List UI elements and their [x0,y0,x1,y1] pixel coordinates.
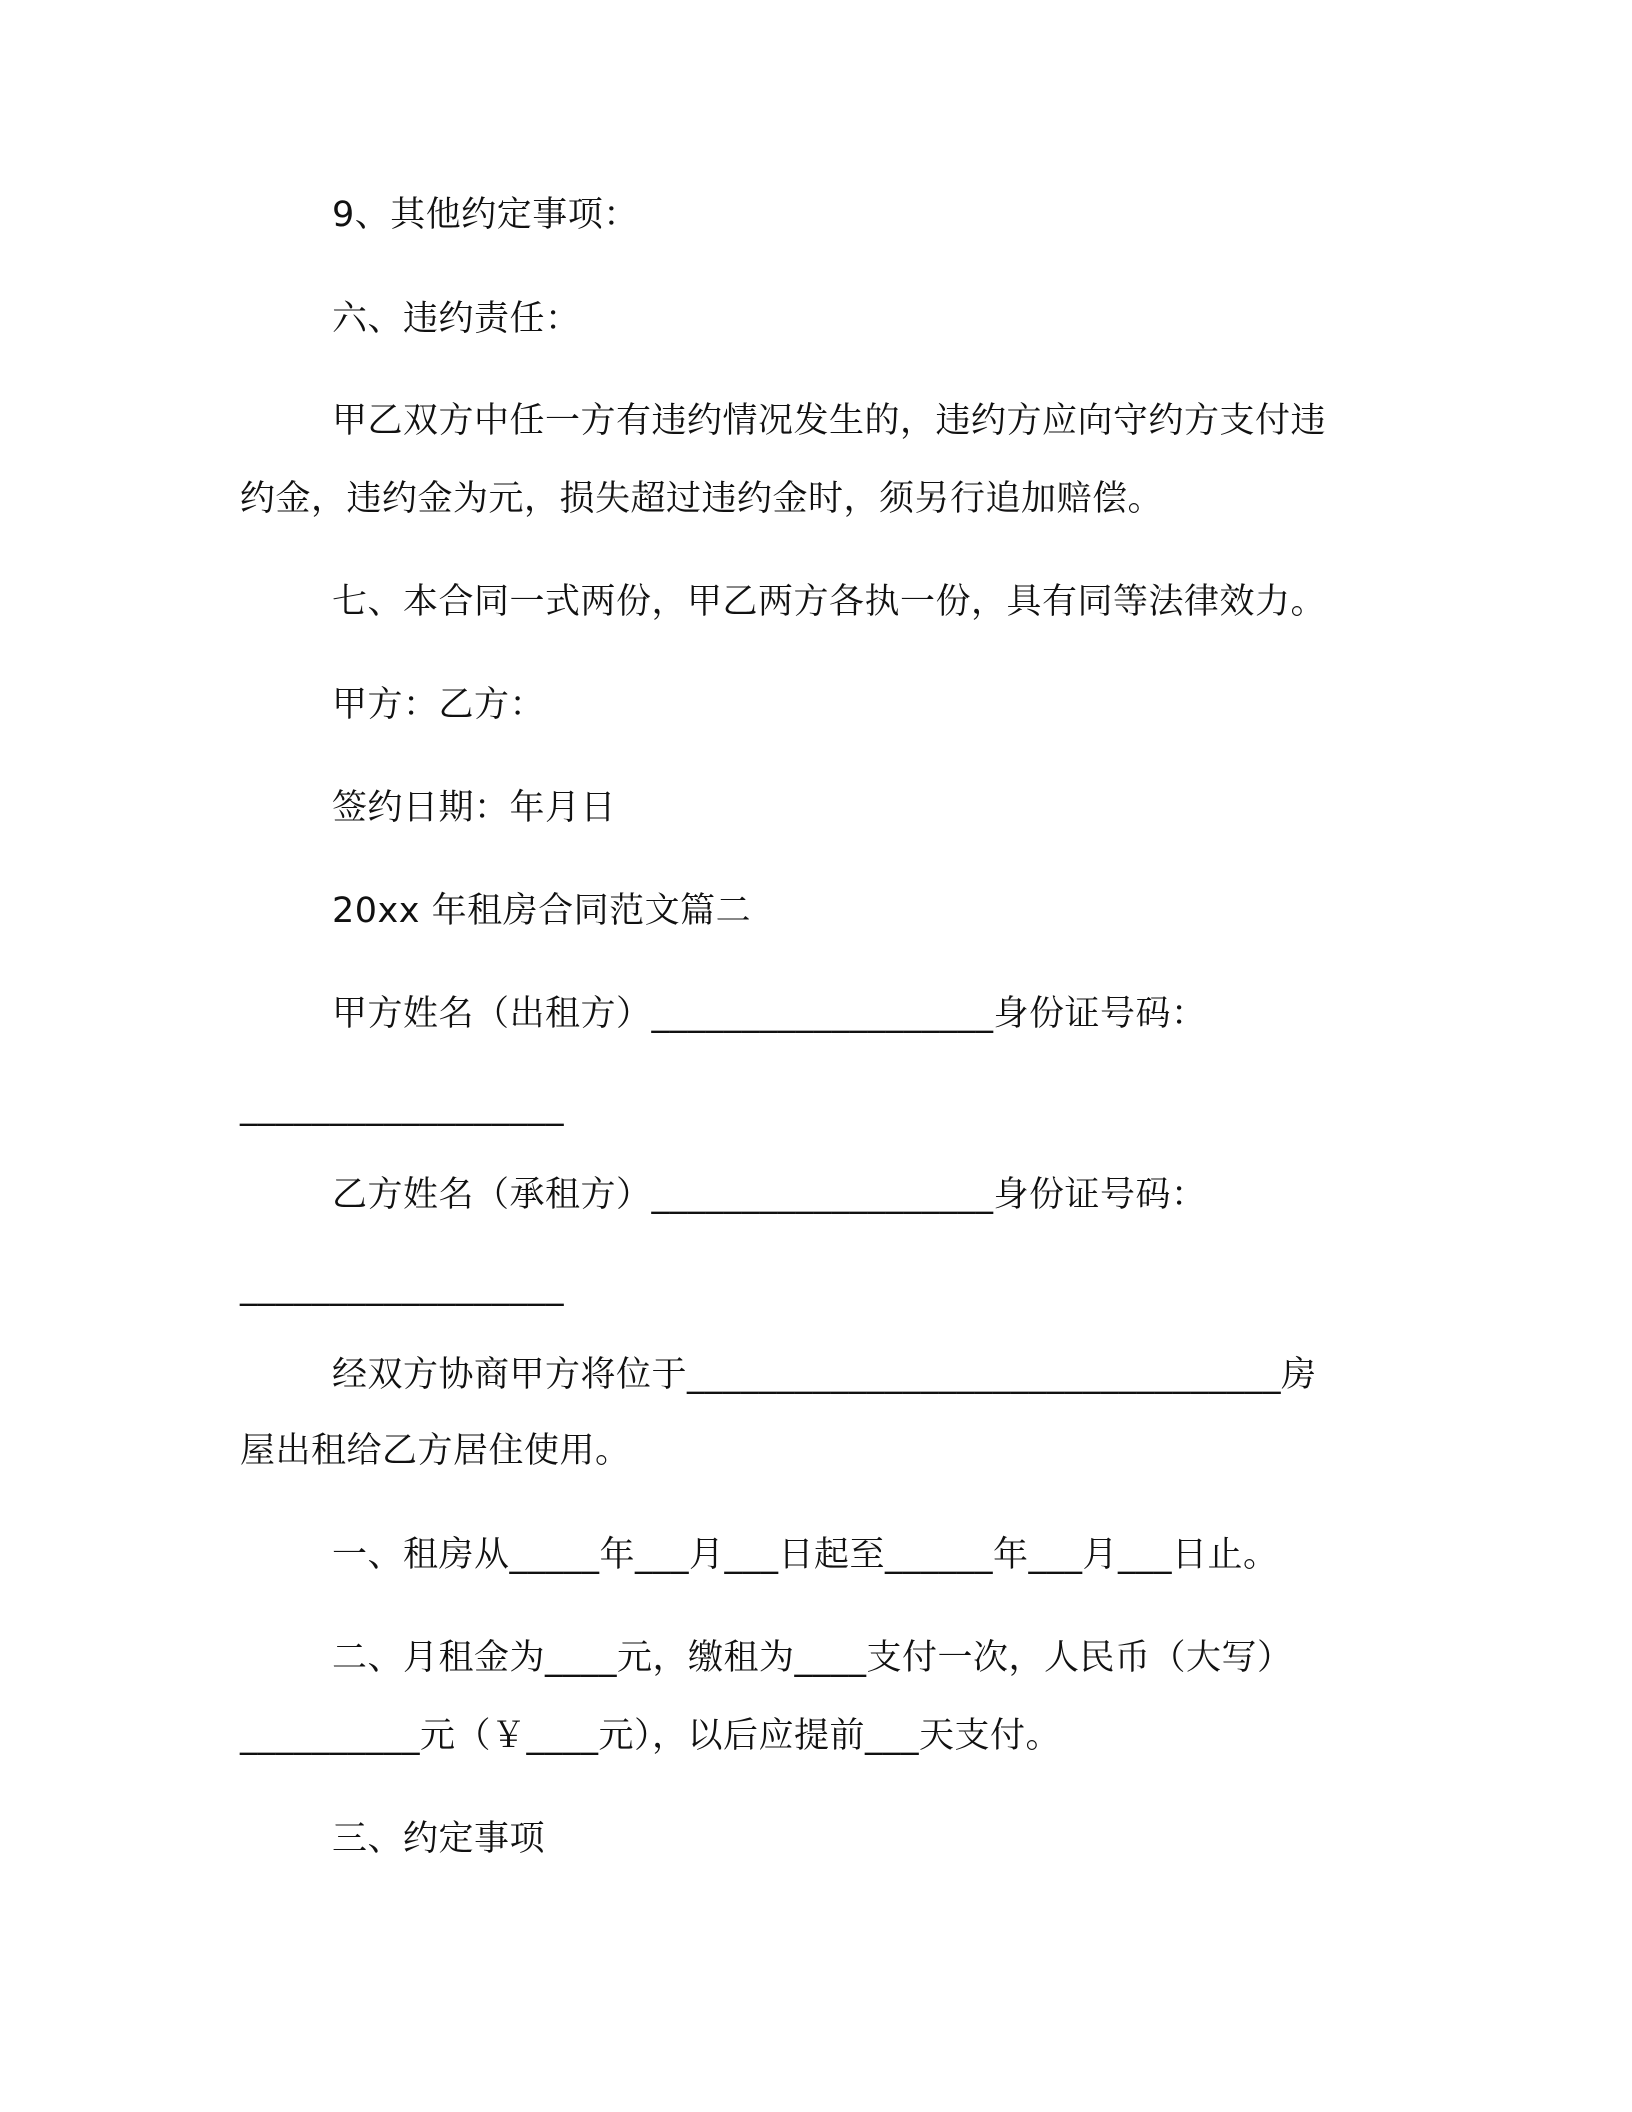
section-1-rental-period: 一、租房从_____年___月___日起至______年___月___日止。 [332,1535,1279,1575]
signing-date: 签约日期：年月日 [332,788,617,828]
lessor-id-blank: __________________ [240,1087,564,1127]
lessee-name-line: 乙方姓名（承租方）___________________身份证号码： [332,1175,1207,1215]
property-location-line-2: 屋出租给乙方居住使用。 [240,1431,631,1471]
section-2-rent-line-1: 二、月租金为____元，缴租为____支付一次，人民币（大写） [332,1638,1293,1678]
section-6-heading: 六、违约责任： [332,299,581,339]
section-7-copies: 七、本合同一式两份，甲乙两方各执一份，具有同等法律效力。 [332,582,1327,622]
section-2-rent-line-2: __________元（￥____元），以后应提前___天支付。 [240,1716,1062,1756]
lessee-id-blank: __________________ [240,1267,564,1307]
section-3-heading: 三、约定事项 [332,1819,546,1859]
breach-paragraph-line-2: 约金，违约金为元，损失超过违约金时，须另行追加赔偿。 [240,479,1164,519]
template-title: 20xx 年租房合同范文篇二 [332,891,752,931]
party-signatures: 甲方：乙方： [332,685,546,725]
property-location-line-1: 经双方协商甲方将位于_________________________________房 [332,1355,1317,1395]
clause-9-other-matters: 9、其他约定事项： [332,195,639,235]
breach-paragraph-line-1: 甲乙双方中任一方有违约情况发生的，违约方应向守约方支付违 [332,401,1327,441]
lessor-name-line: 甲方姓名（出租方）___________________身份证号码： [332,994,1207,1034]
